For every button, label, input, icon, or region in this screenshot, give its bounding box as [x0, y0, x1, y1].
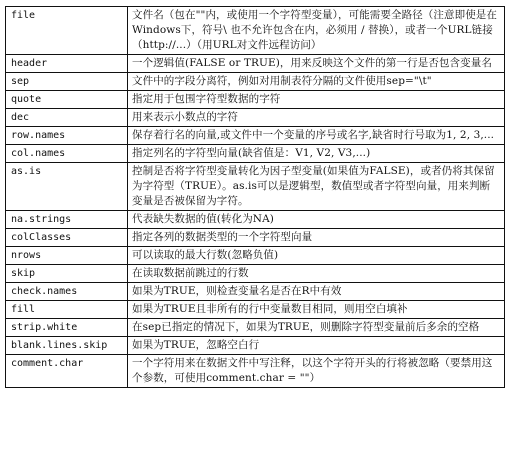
param-name: colClasses — [6, 229, 128, 247]
table-row — [6, 283, 505, 301]
param-name: quote — [6, 91, 128, 109]
param-name: fill — [6, 301, 128, 319]
param-name: file — [6, 7, 128, 55]
table-row — [6, 211, 505, 229]
table-row — [6, 145, 505, 163]
param-description: 在读取数据前跳过的行数 — [128, 265, 505, 283]
table-row — [6, 109, 505, 127]
parameter-table — [5, 6, 505, 388]
param-name: blank.lines.skip — [6, 337, 128, 355]
param-name: dec — [6, 109, 128, 127]
param-name: na.strings — [6, 211, 128, 229]
param-description: 指定用于包围字符型数据的字符 — [128, 91, 505, 109]
param-name: skip — [6, 265, 128, 283]
param-description: 如果为TRUE，忽略空白行 — [128, 337, 505, 355]
table-row — [6, 163, 505, 211]
table-row — [6, 355, 505, 388]
table-row — [6, 73, 505, 91]
param-description: 指定列名的字符型向量(缺省值是：V1, V2, V3,...) — [128, 145, 505, 163]
param-name: row.names — [6, 127, 128, 145]
table-row — [6, 247, 505, 265]
table-row — [6, 301, 505, 319]
param-name: sep — [6, 73, 128, 91]
param-name: nrows — [6, 247, 128, 265]
param-name: strip.white — [6, 319, 128, 337]
param-name: col.names — [6, 145, 128, 163]
table-row — [6, 55, 505, 73]
table-row — [6, 337, 505, 355]
param-description: 代表缺失数据的值(转化为NA) — [128, 211, 505, 229]
param-name: check.names — [6, 283, 128, 301]
table-row — [6, 319, 505, 337]
param-description: 如果为TRUE，则检查变量名是否在R中有效 — [128, 283, 505, 301]
param-description: 一个字符用来在数据文件中写注释，以这个字符开头的行将被忽略（要禁用这个参数，可使用comment.char = ""） — [128, 355, 505, 388]
param-name: comment.char — [6, 355, 128, 388]
param-description: 在sep已指定的情况下，如果为TRUE，则删除字符型变量前后多余的空格 — [128, 319, 505, 337]
param-description: 文件名（包在""内，或使用一个字符型变量），可能需要全路径（注意即使是在Windows下，符号\ 也不允许包含在内，必须用 / 替换），或者一个URL链接（http://...）（用URL对文件远程访问） — [128, 7, 505, 55]
param-description: 文件中的字段分离符，例如对用制表符分隔的文件使用sep="\t" — [128, 73, 505, 91]
param-description: 如果为TRUE且非所有的行中变量数目相同，则用空白填补 — [128, 301, 505, 319]
param-description: 控制是否将字符型变量转化为因子型变量(如果值为FALSE)，或者仍将其保留为字符型（TRUE）。as.is可以是逻辑型，数值型或者字符型向量，用来判断变量是否被保留为字符。 — [128, 163, 505, 211]
param-name: as.is — [6, 163, 128, 211]
param-description: 保存着行名的向量,或文件中一个变量的序号或名字,缺省时行号取为1, 2, 3,... — [128, 127, 505, 145]
table-row — [6, 91, 505, 109]
param-description: 指定各列的数据类型的一个字符型向量 — [128, 229, 505, 247]
table-row — [6, 7, 505, 55]
param-name: header — [6, 55, 128, 73]
param-description: 可以读取的最大行数(忽略负值) — [128, 247, 505, 265]
table-row — [6, 265, 505, 283]
param-description: 用来表示小数点的字符 — [128, 109, 505, 127]
table-row — [6, 127, 505, 145]
table-row — [6, 229, 505, 247]
param-description: 一个逻辑值(FALSE or TRUE)，用来反映这个文件的第一行是否包含变量名 — [128, 55, 505, 73]
